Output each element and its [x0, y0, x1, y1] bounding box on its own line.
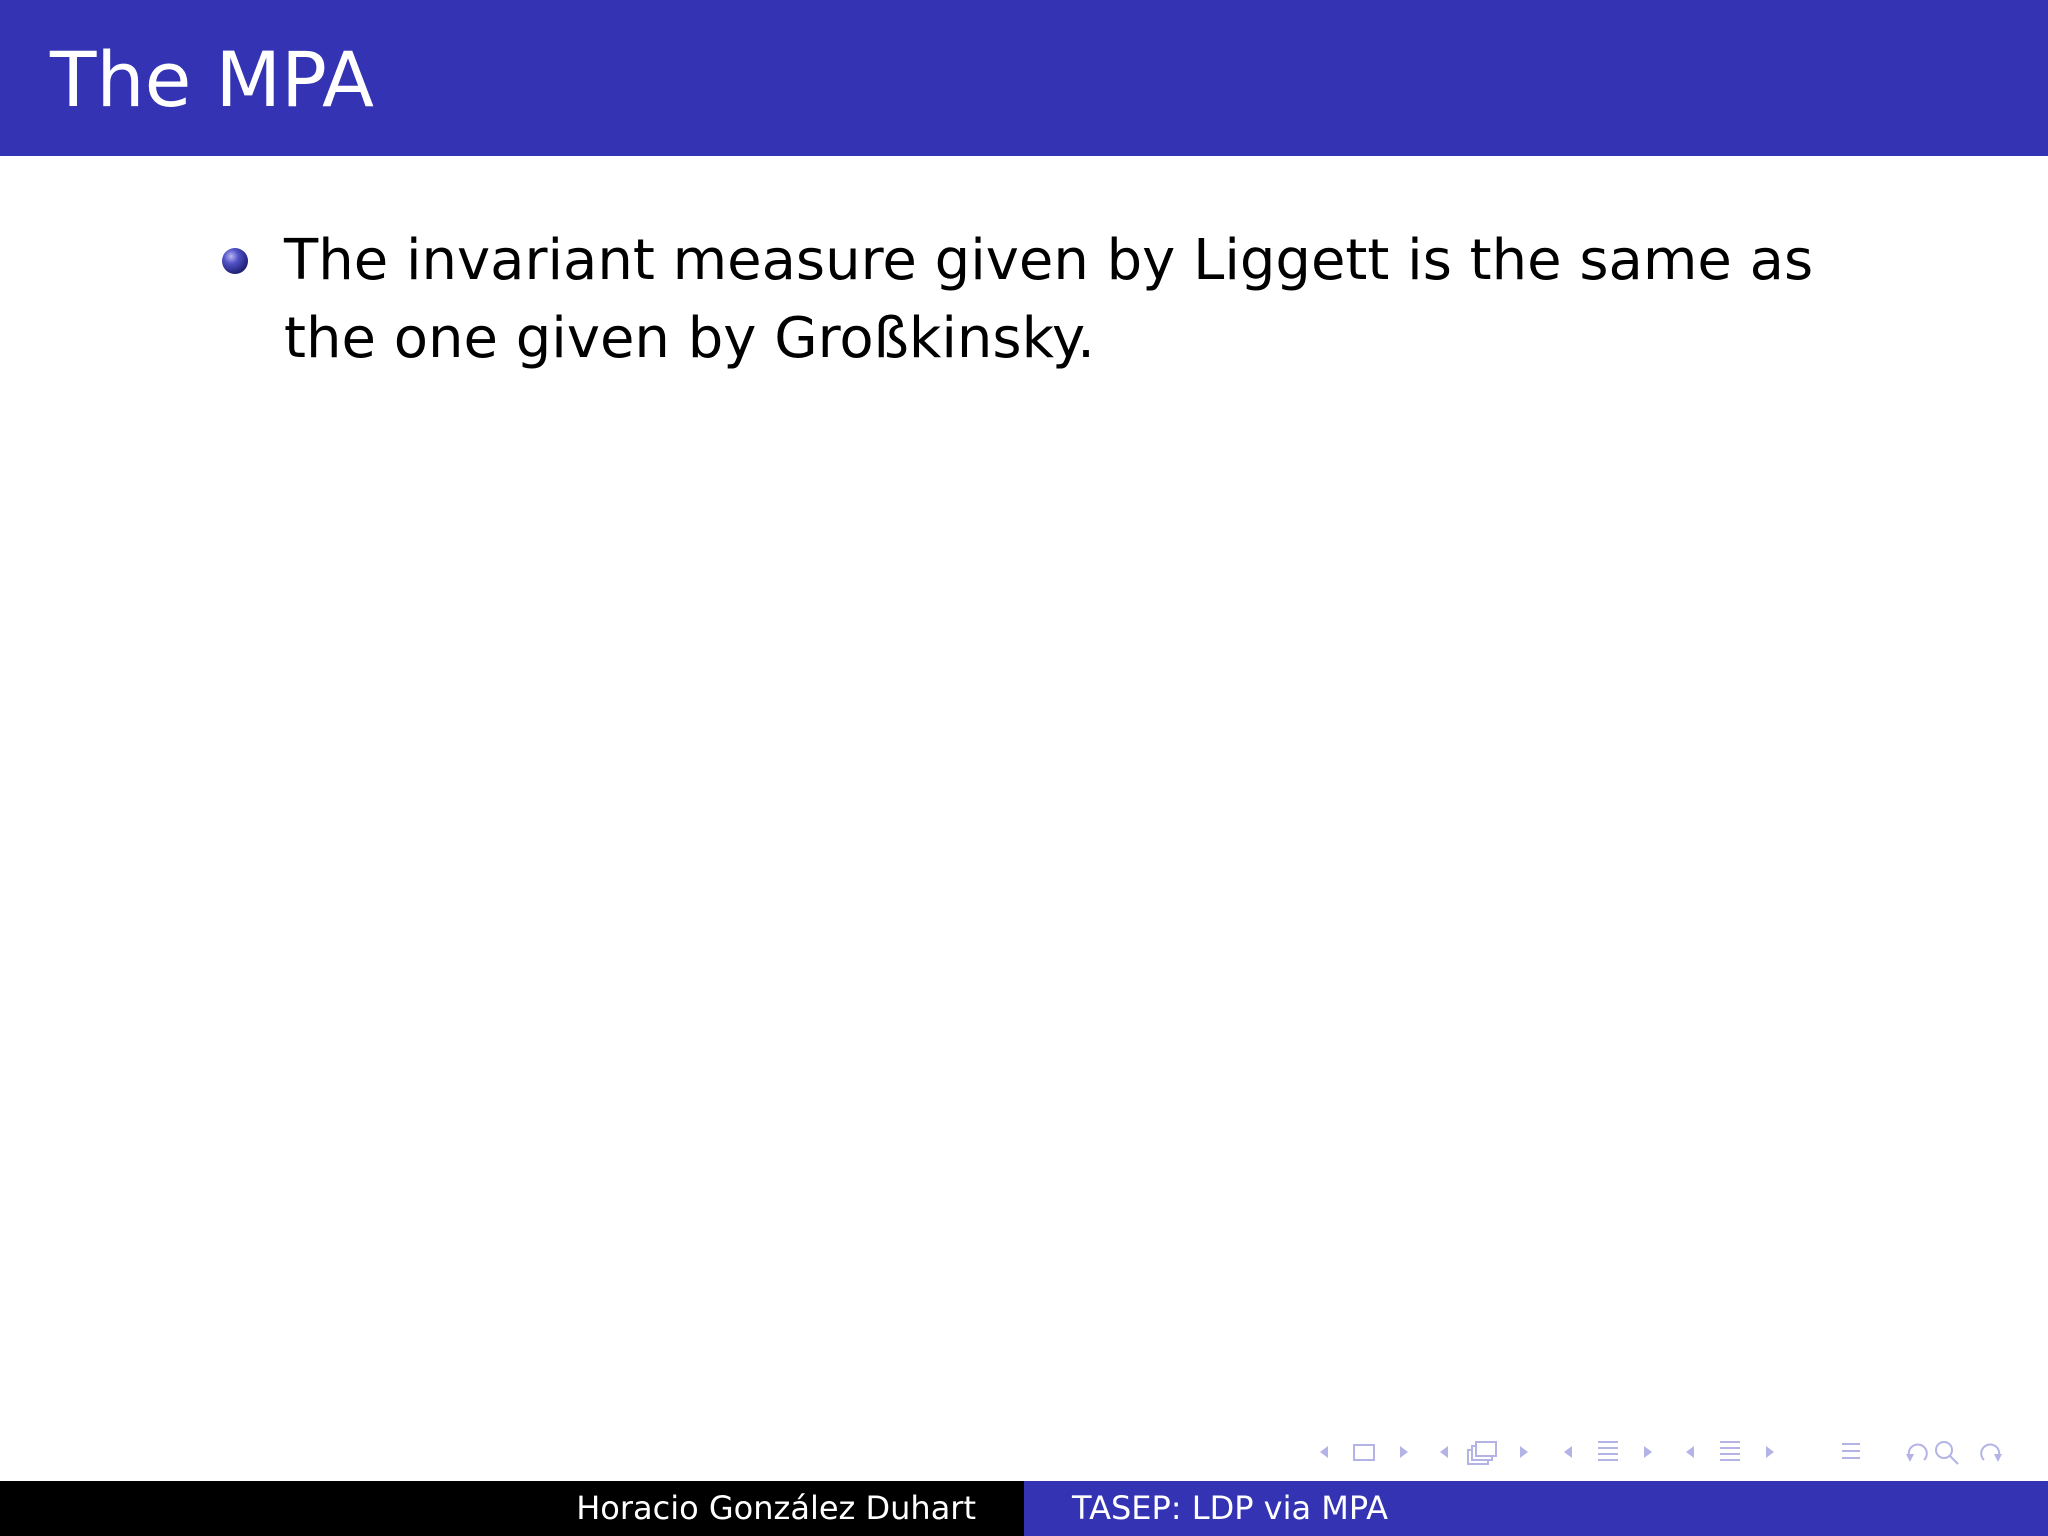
- document-icon[interactable]: [1720, 1442, 1740, 1460]
- prev-frame-arrow-icon[interactable]: [1320, 1446, 1328, 1458]
- footer-talk-title: TASEP: LDP via MPA: [1024, 1481, 2048, 1536]
- navigation-bar: [1310, 1434, 2040, 1470]
- undo-icon[interactable]: [1906, 1444, 1927, 1462]
- redo-icon[interactable]: [1981, 1444, 2002, 1462]
- title-bar: [0, 0, 2048, 156]
- bullet-text: The invariant measure given by Liggett is the same as the one given by Großkinsky.: [284, 228, 1814, 371]
- prev-section-arrow-icon[interactable]: [1564, 1446, 1572, 1458]
- footer-author: Horacio González Duhart: [0, 1481, 1024, 1536]
- section-icon[interactable]: [1598, 1442, 1618, 1460]
- prev-document-arrow-icon[interactable]: [1686, 1446, 1694, 1458]
- search-icon[interactable]: [1936, 1442, 1958, 1464]
- next-frame-arrow-icon[interactable]: [1400, 1446, 1408, 1458]
- next-section-arrow-icon[interactable]: [1644, 1446, 1652, 1458]
- next-subsection-arrow-icon[interactable]: [1520, 1446, 1528, 1458]
- bullet-item: [222, 222, 1902, 378]
- prev-subsection-arrow-icon[interactable]: [1440, 1446, 1448, 1458]
- bullet-ball-icon: [222, 248, 248, 274]
- frame-icon[interactable]: [1354, 1445, 1374, 1460]
- next-document-arrow-icon[interactable]: [1766, 1446, 1774, 1458]
- footer: [0, 1481, 2048, 1536]
- slide-content: [222, 222, 1902, 378]
- slide-title: The MPA: [50, 35, 375, 124]
- appendix-icon[interactable]: [1842, 1444, 1860, 1458]
- subsection-icon[interactable]: [1468, 1442, 1496, 1464]
